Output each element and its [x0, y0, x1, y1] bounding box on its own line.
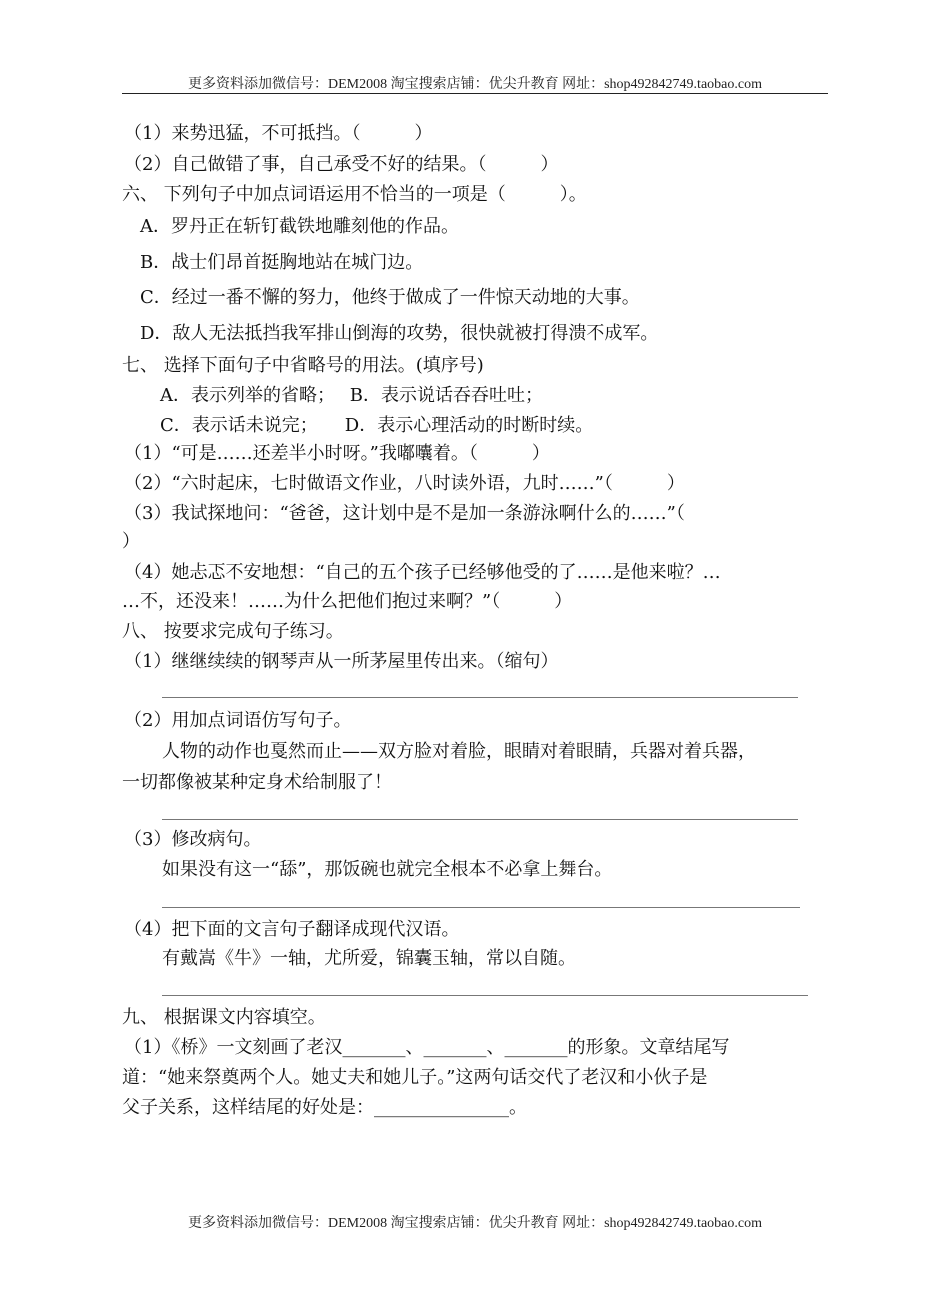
- q9-item-1-cont-2: 父子关系，这样结尾的好处是：_______________。: [122, 1097, 527, 1118]
- q8-item-4: （4）把下面的文言句子翻译成现代汉语。: [124, 919, 460, 940]
- q6-option-b: B．战士们昂首挺胸地站在城门边。: [140, 252, 424, 273]
- q8-heading: 八、 按要求完成句子练习。: [122, 621, 344, 642]
- q6-option-c: C．经过一番不懈的努力，他终于做成了一件惊天动地的大事。: [140, 287, 640, 308]
- header-rule: [122, 93, 828, 94]
- q7-heading: 七、 选择下面句子中省略号的用法。(填序号): [122, 355, 484, 376]
- q6-option-d: D．敌人无法抵挡我军排山倒海的攻势，很快就被打得溃不成军。: [140, 323, 659, 344]
- answer-line: [162, 907, 800, 908]
- q7-item-1: （1）“可是……还差半小时呀。”我嘟囔着。（ ）: [124, 443, 550, 464]
- q5-item-1: （1）来势迅猛，不可抵挡。（ ）: [124, 123, 433, 144]
- answer-line: [162, 995, 808, 996]
- q7-options-cd: C．表示话未说完； D．表示心理活动的时断时续。: [160, 415, 594, 436]
- q7-item-3-cont: ）: [122, 531, 140, 552]
- page-footer: 更多资料添加微信号：DEM2008 淘宝搜索店铺：优尖升教育 网址：shop492842749.taobao.com: [188, 1216, 762, 1231]
- q8-item-2-sentence-cont: 一切都像被某种定身术给制服了！: [122, 772, 392, 793]
- page-header: 更多资料添加微信号：DEM2008 淘宝搜索店铺：优尖升教育 网址：shop492842749.taobao.com: [188, 77, 762, 92]
- q9-item-1: （1）《桥》一文刻画了老汉_______、_______、_______的形象。文章结尾写: [124, 1037, 730, 1058]
- q7-item-2: （2）“六时起床，七时做语文作业，八时读外语，九时……”（ ）: [124, 473, 685, 494]
- q8-item-3: （3）修改病句。: [124, 829, 262, 850]
- answer-line: [162, 697, 798, 698]
- q7-item-3: （3）我试探地问：“爸爸，这计划中是不是加一条游泳啊什么的……”（: [124, 503, 685, 524]
- q7-options-ab: A．表示列举的省略； B．表示说话吞吞吐吐；: [160, 385, 543, 406]
- answer-line: [162, 819, 798, 820]
- q6-heading: 六、 下列句子中加点词语运用不恰当的一项是（ ）。: [122, 184, 587, 205]
- q7-item-4-cont: …不，还没来！……为什么把他们抱过来啊？”（ ）: [122, 591, 573, 612]
- q9-item-1-cont: 道：“她来祭奠两个人。她丈夫和她儿子。”这两句话交代了老汉和小伙子是: [122, 1067, 708, 1088]
- q8-item-2-sentence: 人物的动作也戛然而止——双方脸对着脸，眼睛对着眼睛，兵器对着兵器，: [162, 741, 756, 762]
- q8-item-1: （1）继继续续的钢琴声从一所茅屋里传出来。（缩句）: [124, 651, 559, 672]
- q7-item-4: （4）她忐忑不安地想：“自己的五个孩子已经够他受的了……是他来啦？…: [124, 562, 721, 583]
- q9-heading: 九、 根据课文内容填空。: [122, 1007, 326, 1028]
- q6-option-a: A．罗丹正在斩钉截铁地雕刻他的作品。: [140, 216, 459, 237]
- q8-item-4-sentence: 有戴嵩《牛》一轴，尤所爱，锦囊玉轴，常以自随。: [162, 948, 576, 969]
- q8-item-2: （2）用加点词语仿写句子。: [124, 710, 352, 731]
- q5-item-2: （2）自己做错了事，自己承受不好的结果。（ ）: [124, 154, 559, 175]
- q8-item-3-sentence: 如果没有这一“舔”，那饭碗也就完全根本不必拿上舞台。: [162, 859, 613, 880]
